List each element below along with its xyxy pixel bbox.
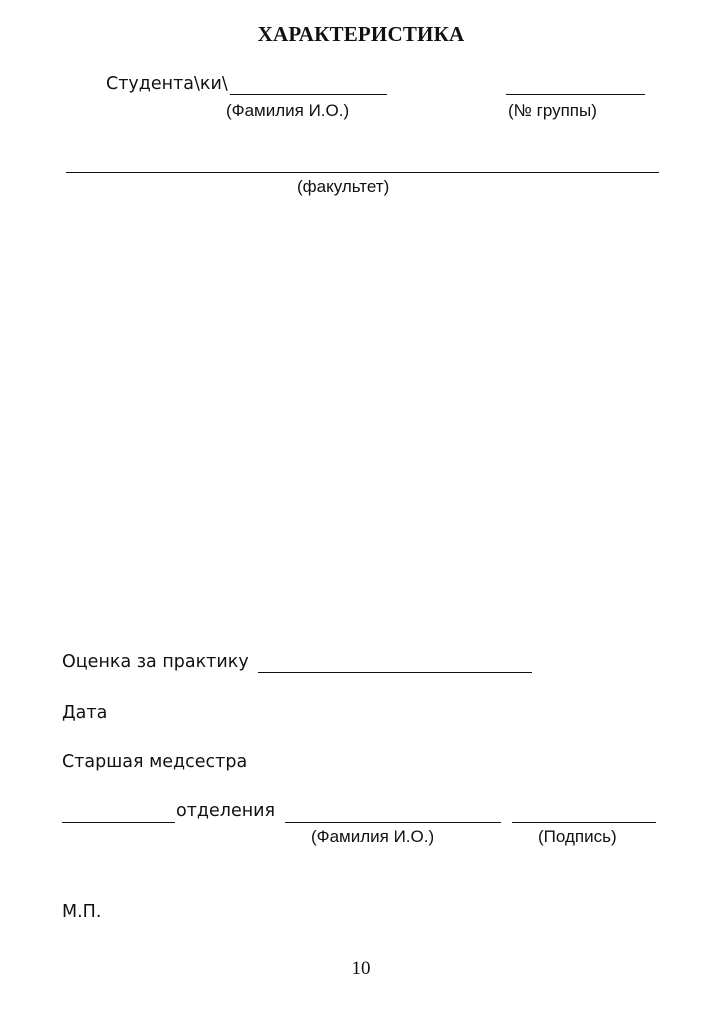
department-label: отделения xyxy=(176,801,276,821)
stamp-label: М.П. xyxy=(62,902,102,922)
senior-nurse-label: Старшая медсестра xyxy=(62,752,248,772)
caption-faculty: (факультет) xyxy=(297,177,390,196)
date-label: Дата xyxy=(62,703,108,723)
faculty-blank xyxy=(66,172,659,173)
grade-blank xyxy=(258,672,532,673)
caption-fio-top: (Фамилия И.О.) xyxy=(226,101,350,120)
caption-group: (№ группы) xyxy=(508,101,597,120)
student-name-blank xyxy=(230,94,387,95)
student-label: Студента\ки\ xyxy=(106,74,228,94)
department-blank xyxy=(62,822,175,823)
page-number: 10 xyxy=(351,958,371,979)
nurse-name-blank xyxy=(285,822,501,823)
caption-signature: (Подпись) xyxy=(538,827,617,846)
document-title: ХАРАКТЕРИСТИКА xyxy=(257,22,465,46)
signature-blank xyxy=(512,822,656,823)
group-number-blank xyxy=(506,94,645,95)
caption-fio-bottom: (Фамилия И.О.) xyxy=(311,827,435,846)
grade-label: Оценка за практику xyxy=(62,652,249,672)
